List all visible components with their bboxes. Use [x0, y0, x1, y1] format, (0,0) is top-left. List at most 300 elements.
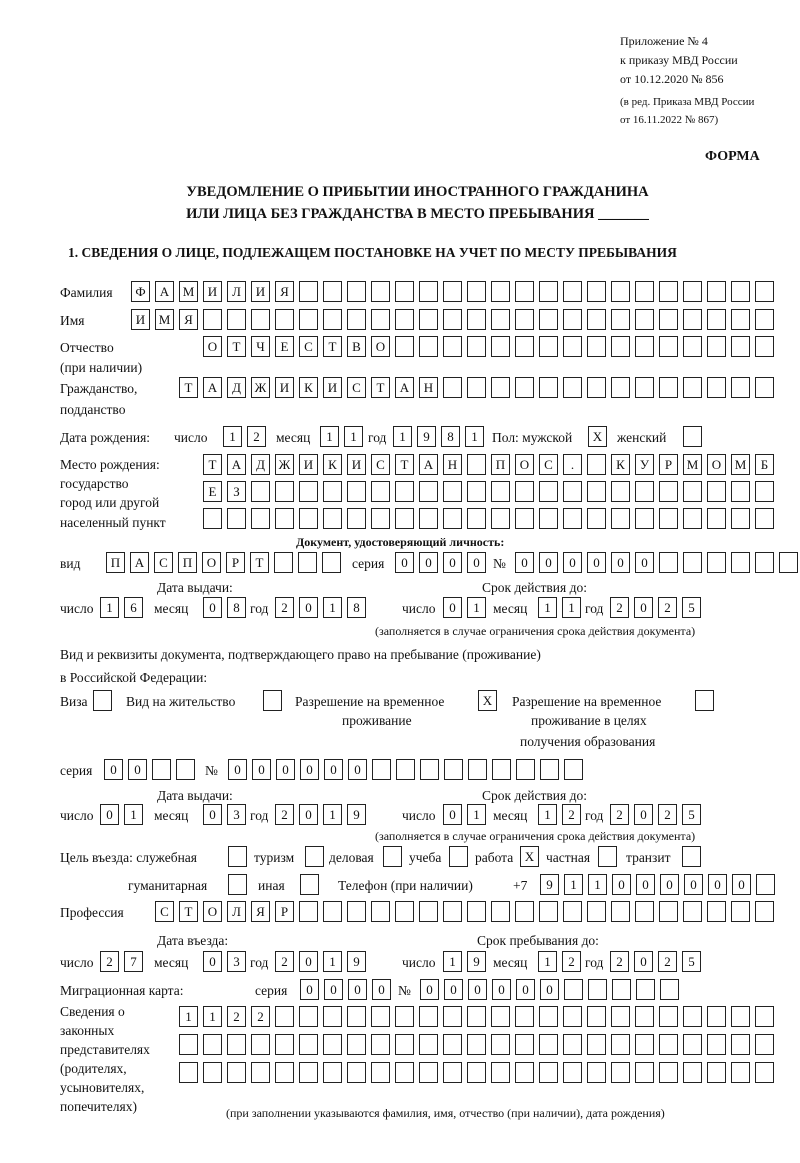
char-box[interactable]: С [539, 454, 558, 475]
char-box[interactable]: 5 [682, 804, 701, 825]
char-box[interactable]: 1 [323, 804, 342, 825]
char-box[interactable]: 2 [610, 597, 629, 618]
char-box[interactable] [659, 377, 678, 398]
char-box[interactable] [635, 377, 654, 398]
char-box[interactable]: Т [179, 377, 198, 398]
char-box[interactable] [467, 309, 486, 330]
char-box[interactable]: О [515, 454, 534, 475]
char-box[interactable] [755, 901, 774, 922]
char-box[interactable]: 0 [634, 951, 653, 972]
checkbox[interactable] [228, 846, 247, 867]
char-box[interactable]: В [347, 336, 366, 357]
char-box[interactable] [683, 481, 702, 502]
char-box[interactable] [299, 1034, 318, 1055]
char-box[interactable]: С [371, 454, 390, 475]
char-box[interactable]: 0 [348, 759, 367, 780]
char-box[interactable] [492, 759, 511, 780]
char-box[interactable]: О [203, 901, 222, 922]
char-box[interactable] [707, 281, 726, 302]
char-box[interactable]: 2 [562, 951, 581, 972]
char-box[interactable] [731, 1062, 750, 1083]
char-box[interactable]: И [131, 309, 150, 330]
char-box[interactable] [683, 1006, 702, 1027]
char-box[interactable]: 0 [443, 597, 462, 618]
char-box[interactable]: 0 [660, 874, 679, 895]
char-box[interactable]: П [491, 454, 510, 475]
char-box[interactable]: 1 [393, 426, 412, 447]
char-box[interactable] [372, 759, 391, 780]
char-box[interactable] [635, 508, 654, 529]
char-box[interactable] [251, 1034, 270, 1055]
char-box[interactable] [251, 309, 270, 330]
char-box[interactable]: 9 [347, 804, 366, 825]
char-box[interactable]: Я [275, 281, 294, 302]
char-box[interactable] [515, 1062, 534, 1083]
char-box[interactable] [683, 901, 702, 922]
checkbox[interactable] [93, 690, 112, 711]
char-box[interactable]: Ж [251, 377, 270, 398]
char-box[interactable] [683, 1034, 702, 1055]
char-box[interactable] [755, 1034, 774, 1055]
char-box[interactable]: 1 [323, 951, 342, 972]
checkbox[interactable] [598, 846, 617, 867]
char-box[interactable] [371, 508, 390, 529]
char-box[interactable] [587, 336, 606, 357]
char-box[interactable] [396, 759, 415, 780]
char-box[interactable] [683, 336, 702, 357]
char-box[interactable]: Т [371, 377, 390, 398]
char-box[interactable]: 2 [247, 426, 266, 447]
char-box[interactable] [659, 1062, 678, 1083]
char-box[interactable] [755, 1062, 774, 1083]
char-box[interactable]: Т [395, 454, 414, 475]
char-box[interactable]: И [299, 454, 318, 475]
char-box[interactable]: А [419, 454, 438, 475]
char-box[interactable]: 2 [658, 804, 677, 825]
char-box[interactable] [587, 1062, 606, 1083]
checkbox[interactable] [695, 690, 714, 711]
char-box[interactable] [755, 336, 774, 357]
char-box[interactable]: 2 [251, 1006, 270, 1027]
char-box[interactable] [707, 309, 726, 330]
char-box[interactable] [227, 508, 246, 529]
char-box[interactable] [467, 336, 486, 357]
char-box[interactable]: 1 [344, 426, 363, 447]
char-box[interactable] [587, 1006, 606, 1027]
char-box[interactable] [707, 508, 726, 529]
char-box[interactable] [611, 1006, 630, 1027]
char-box[interactable] [419, 336, 438, 357]
char-box[interactable]: С [155, 901, 174, 922]
char-box[interactable] [419, 281, 438, 302]
char-box[interactable] [563, 508, 582, 529]
char-box[interactable]: 1 [100, 597, 119, 618]
char-box[interactable] [347, 901, 366, 922]
char-box[interactable]: 0 [324, 979, 343, 1000]
char-box[interactable] [491, 377, 510, 398]
char-box[interactable]: 0 [299, 597, 318, 618]
char-box[interactable]: 2 [610, 804, 629, 825]
char-box[interactable]: Я [251, 901, 270, 922]
char-box[interactable] [659, 336, 678, 357]
char-box[interactable] [540, 759, 559, 780]
char-box[interactable] [419, 1006, 438, 1027]
char-box[interactable]: 0 [539, 552, 558, 573]
char-box[interactable]: 0 [708, 874, 727, 895]
char-box[interactable] [587, 454, 606, 475]
char-box[interactable] [611, 901, 630, 922]
char-box[interactable] [635, 336, 654, 357]
char-box[interactable]: Т [323, 336, 342, 357]
char-box[interactable]: С [299, 336, 318, 357]
char-box[interactable] [659, 309, 678, 330]
char-box[interactable] [251, 1062, 270, 1083]
char-box[interactable] [395, 336, 414, 357]
char-box[interactable]: 0 [443, 552, 462, 573]
char-box[interactable] [539, 1034, 558, 1055]
char-box[interactable] [419, 481, 438, 502]
char-box[interactable] [275, 1006, 294, 1027]
char-box[interactable]: Р [659, 454, 678, 475]
char-box[interactable]: Н [419, 377, 438, 398]
char-box[interactable] [371, 281, 390, 302]
char-box[interactable] [443, 1062, 462, 1083]
char-box[interactable] [443, 481, 462, 502]
char-box[interactable] [227, 1034, 246, 1055]
char-box[interactable]: З [227, 481, 246, 502]
char-box[interactable] [587, 281, 606, 302]
char-box[interactable]: 2 [658, 951, 677, 972]
char-box[interactable] [563, 309, 582, 330]
char-box[interactable] [298, 552, 317, 573]
char-box[interactable] [515, 1006, 534, 1027]
char-box[interactable] [203, 1062, 222, 1083]
char-box[interactable]: 0 [300, 979, 319, 1000]
char-box[interactable]: Т [203, 454, 222, 475]
char-box[interactable]: О [371, 336, 390, 357]
char-box[interactable]: 2 [100, 951, 119, 972]
char-box[interactable]: П [178, 552, 197, 573]
char-box[interactable]: 0 [612, 874, 631, 895]
char-box[interactable]: Т [250, 552, 269, 573]
char-box[interactable] [419, 309, 438, 330]
char-box[interactable] [707, 1062, 726, 1083]
char-box[interactable] [563, 1006, 582, 1027]
char-box[interactable] [491, 1034, 510, 1055]
char-box[interactable]: У [635, 454, 654, 475]
char-box[interactable] [755, 377, 774, 398]
char-box[interactable] [515, 336, 534, 357]
char-box[interactable] [347, 1062, 366, 1083]
char-box[interactable] [323, 508, 342, 529]
char-box[interactable]: Д [251, 454, 270, 475]
char-box[interactable]: Д [227, 377, 246, 398]
char-box[interactable]: 1 [443, 951, 462, 972]
char-box[interactable] [635, 1062, 654, 1083]
char-box[interactable]: 5 [682, 597, 701, 618]
char-box[interactable] [587, 508, 606, 529]
char-box[interactable] [152, 759, 171, 780]
char-box[interactable]: 0 [467, 552, 486, 573]
char-box[interactable] [299, 281, 318, 302]
char-box[interactable] [756, 874, 775, 895]
char-box[interactable]: 2 [658, 597, 677, 618]
char-box[interactable] [515, 481, 534, 502]
char-box[interactable]: 0 [634, 597, 653, 618]
checkbox[interactable] [263, 690, 282, 711]
char-box[interactable]: И [347, 454, 366, 475]
checkbox[interactable] [383, 846, 402, 867]
char-box[interactable]: О [707, 454, 726, 475]
char-box[interactable]: 1 [179, 1006, 198, 1027]
char-box[interactable] [443, 336, 462, 357]
char-box[interactable]: А [130, 552, 149, 573]
char-box[interactable] [347, 508, 366, 529]
char-box[interactable] [587, 1034, 606, 1055]
char-box[interactable] [515, 1034, 534, 1055]
char-box[interactable] [635, 1034, 654, 1055]
char-box[interactable] [563, 901, 582, 922]
char-box[interactable]: 0 [684, 874, 703, 895]
char-box[interactable]: 2 [275, 804, 294, 825]
char-box[interactable]: 1 [538, 804, 557, 825]
char-box[interactable] [611, 281, 630, 302]
char-box[interactable] [467, 377, 486, 398]
char-box[interactable] [467, 481, 486, 502]
char-box[interactable] [635, 901, 654, 922]
char-box[interactable] [707, 1006, 726, 1027]
char-box[interactable] [323, 309, 342, 330]
char-box[interactable] [563, 481, 582, 502]
char-box[interactable] [299, 1006, 318, 1027]
char-box[interactable] [755, 481, 774, 502]
char-box[interactable]: Я [179, 309, 198, 330]
char-box[interactable] [611, 377, 630, 398]
char-box[interactable] [491, 481, 510, 502]
checkbox[interactable]: X [588, 426, 607, 447]
char-box[interactable]: 0 [128, 759, 147, 780]
char-box[interactable]: Т [227, 336, 246, 357]
char-box[interactable] [347, 309, 366, 330]
char-box[interactable] [707, 336, 726, 357]
char-box[interactable] [755, 508, 774, 529]
char-box[interactable] [731, 309, 750, 330]
char-box[interactable] [683, 552, 702, 573]
char-box[interactable] [755, 1006, 774, 1027]
char-box[interactable] [323, 481, 342, 502]
char-box[interactable] [779, 552, 798, 573]
char-box[interactable]: 0 [611, 552, 630, 573]
char-box[interactable]: М [731, 454, 750, 475]
char-box[interactable] [347, 481, 366, 502]
char-box[interactable] [515, 281, 534, 302]
char-box[interactable]: 0 [420, 979, 439, 1000]
char-box[interactable]: 0 [443, 804, 462, 825]
char-box[interactable] [731, 481, 750, 502]
char-box[interactable] [299, 901, 318, 922]
char-box[interactable]: 1 [467, 804, 486, 825]
char-box[interactable] [635, 309, 654, 330]
char-box[interactable] [731, 377, 750, 398]
char-box[interactable] [731, 336, 750, 357]
char-box[interactable] [731, 1034, 750, 1055]
char-box[interactable] [275, 508, 294, 529]
char-box[interactable] [635, 481, 654, 502]
char-box[interactable] [371, 1062, 390, 1083]
char-box[interactable]: 1 [465, 426, 484, 447]
char-box[interactable]: С [154, 552, 173, 573]
char-box[interactable] [635, 1006, 654, 1027]
char-box[interactable] [755, 281, 774, 302]
char-box[interactable] [563, 281, 582, 302]
checkbox[interactable] [305, 846, 324, 867]
char-box[interactable]: 0 [540, 979, 559, 1000]
char-box[interactable]: А [155, 281, 174, 302]
char-box[interactable] [564, 979, 583, 1000]
char-box[interactable]: 0 [252, 759, 271, 780]
char-box[interactable] [755, 552, 774, 573]
char-box[interactable]: О [203, 336, 222, 357]
char-box[interactable] [467, 1062, 486, 1083]
char-box[interactable] [323, 901, 342, 922]
char-box[interactable]: 0 [395, 552, 414, 573]
char-box[interactable]: 1 [203, 1006, 222, 1027]
char-box[interactable]: 0 [299, 951, 318, 972]
char-box[interactable] [203, 508, 222, 529]
char-box[interactable]: 0 [300, 759, 319, 780]
char-box[interactable]: 9 [467, 951, 486, 972]
char-box[interactable] [395, 309, 414, 330]
char-box[interactable]: 0 [419, 552, 438, 573]
char-box[interactable]: М [179, 281, 198, 302]
char-box[interactable] [659, 281, 678, 302]
char-box[interactable] [467, 1006, 486, 1027]
char-box[interactable]: Л [227, 901, 246, 922]
char-box[interactable]: 0 [468, 979, 487, 1000]
char-box[interactable] [347, 1034, 366, 1055]
char-box[interactable] [683, 1062, 702, 1083]
char-box[interactable]: . [563, 454, 582, 475]
char-box[interactable]: Ф [131, 281, 150, 302]
char-box[interactable] [468, 759, 487, 780]
char-box[interactable] [443, 281, 462, 302]
char-box[interactable] [467, 1034, 486, 1055]
char-box[interactable] [251, 508, 270, 529]
char-box[interactable] [539, 508, 558, 529]
char-box[interactable] [395, 1006, 414, 1027]
char-box[interactable] [707, 901, 726, 922]
char-box[interactable] [299, 508, 318, 529]
char-box[interactable]: 0 [203, 804, 222, 825]
char-box[interactable]: 1 [564, 874, 583, 895]
char-box[interactable]: 1 [223, 426, 242, 447]
char-box[interactable] [179, 1034, 198, 1055]
char-box[interactable] [443, 901, 462, 922]
char-box[interactable]: 6 [124, 597, 143, 618]
char-box[interactable] [323, 1006, 342, 1027]
char-box[interactable] [371, 481, 390, 502]
char-box[interactable] [660, 979, 679, 1000]
char-box[interactable]: 0 [587, 552, 606, 573]
char-box[interactable] [395, 1034, 414, 1055]
char-box[interactable] [611, 508, 630, 529]
char-box[interactable]: 0 [100, 804, 119, 825]
char-box[interactable] [420, 759, 439, 780]
char-box[interactable] [275, 1062, 294, 1083]
char-box[interactable] [275, 309, 294, 330]
char-box[interactable]: 1 [538, 951, 557, 972]
char-box[interactable] [419, 1062, 438, 1083]
char-box[interactable] [659, 1034, 678, 1055]
char-box[interactable] [659, 901, 678, 922]
char-box[interactable]: 8 [441, 426, 460, 447]
char-box[interactable]: 1 [320, 426, 339, 447]
char-box[interactable] [539, 481, 558, 502]
char-box[interactable] [275, 1034, 294, 1055]
checkbox[interactable] [682, 846, 701, 867]
char-box[interactable]: Б [755, 454, 774, 475]
char-box[interactable]: О [202, 552, 221, 573]
char-box[interactable] [467, 901, 486, 922]
char-box[interactable] [275, 481, 294, 502]
char-box[interactable] [659, 508, 678, 529]
char-box[interactable] [587, 481, 606, 502]
char-box[interactable]: 3 [227, 804, 246, 825]
char-box[interactable]: И [251, 281, 270, 302]
char-box[interactable] [659, 552, 678, 573]
checkbox[interactable] [300, 874, 319, 895]
char-box[interactable] [611, 1062, 630, 1083]
char-box[interactable]: 0 [203, 951, 222, 972]
char-box[interactable] [563, 377, 582, 398]
char-box[interactable] [563, 1034, 582, 1055]
char-box[interactable] [731, 552, 750, 573]
char-box[interactable] [683, 309, 702, 330]
char-box[interactable] [176, 759, 195, 780]
char-box[interactable]: 0 [515, 552, 534, 573]
char-box[interactable] [299, 309, 318, 330]
char-box[interactable] [419, 508, 438, 529]
char-box[interactable]: А [395, 377, 414, 398]
char-box[interactable] [347, 1006, 366, 1027]
char-box[interactable] [491, 1006, 510, 1027]
checkbox[interactable] [228, 874, 247, 895]
char-box[interactable]: И [275, 377, 294, 398]
char-box[interactable] [539, 336, 558, 357]
char-box[interactable] [251, 481, 270, 502]
char-box[interactable] [707, 1034, 726, 1055]
char-box[interactable]: П [106, 552, 125, 573]
char-box[interactable] [612, 979, 631, 1000]
char-box[interactable]: 2 [562, 804, 581, 825]
char-box[interactable] [515, 309, 534, 330]
char-box[interactable]: К [299, 377, 318, 398]
char-box[interactable] [443, 1006, 462, 1027]
char-box[interactable] [274, 552, 293, 573]
char-box[interactable] [611, 336, 630, 357]
char-box[interactable] [731, 281, 750, 302]
char-box[interactable] [179, 1062, 198, 1083]
char-box[interactable]: 0 [634, 804, 653, 825]
char-box[interactable] [395, 1062, 414, 1083]
char-box[interactable] [515, 377, 534, 398]
char-box[interactable]: 2 [275, 951, 294, 972]
char-box[interactable] [539, 309, 558, 330]
char-box[interactable]: Т [179, 901, 198, 922]
char-box[interactable]: М [155, 309, 174, 330]
char-box[interactable]: 9 [540, 874, 559, 895]
char-box[interactable]: 0 [324, 759, 343, 780]
